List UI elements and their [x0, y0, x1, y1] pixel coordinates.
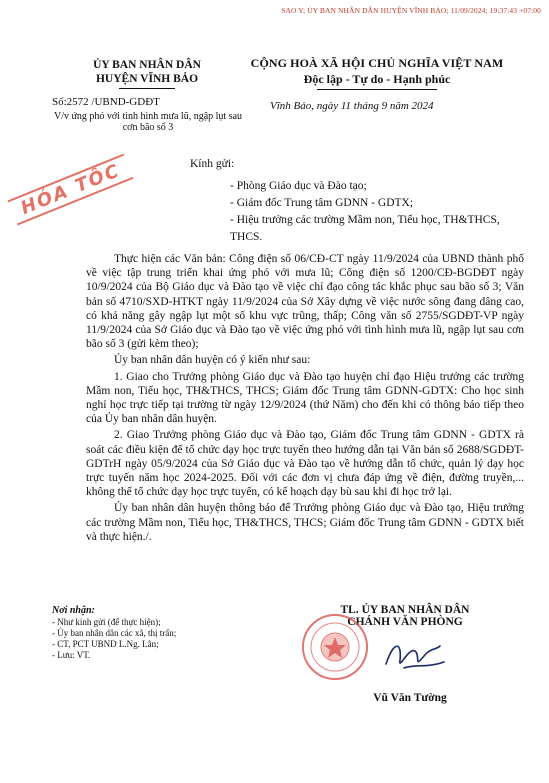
place-and-date: Vĩnh Bảo, ngày 11 tháng 9 năm 2024: [270, 100, 434, 112]
org-name-line2: HUYỆN VĨNH BẢO: [95, 73, 199, 85]
signature-authority: TL. ỦY BAN NHÂN DÂN: [340, 604, 470, 616]
document-body: [86, 252, 524, 546]
document-subject: V/v ứng phó với tình hình mưa lũ, ngập lụt sau cơn bão số 3: [53, 111, 243, 133]
document-number: Số:2572 /UBND-GDĐT: [52, 96, 160, 108]
body-paragraph: Ủy ban nhân dân huyện có ý kiến như sau:: [114, 354, 311, 367]
national-header: [232, 56, 522, 90]
handwritten-signature-icon: [380, 634, 450, 678]
recipients-footer: [52, 605, 262, 661]
motto-underline: [317, 89, 437, 90]
recipients-footer-item: - Ủy ban nhân dân các xã, thị trấn;: [52, 628, 177, 638]
recipient-item: - Phòng Giáo dục và Đào tạo;: [230, 180, 367, 192]
org-name-line1: ỦY BAN NHÂN DÂN: [93, 59, 201, 71]
digital-copy-stamp-line: SAO Y; ỦY BAN NHÂN DÂN HUYỆN VĨNH BẢO; 11/09/2024; 19:37:43 +07:00: [281, 6, 541, 15]
recipient-list: [230, 178, 520, 246]
body-paragraph: Ủy ban nhân dân huyện thông báo để Trưởng phòng Giáo dục và Đào tạo, Hiệu trưởng các trường Mầm non, Tiểu học, TH&THCS, THCS; Giám đốc Trung tâm GDNN - GDTX biết và thực hiện./.: [86, 502, 524, 543]
signature-title: CHÁNH VĂN PHÒNG: [347, 616, 463, 628]
national-motto: Độc lập - Tự do - Hạnh phúc: [303, 72, 451, 86]
recipients-footer-item: - CT, PCT UBND L.Ng. Lân;: [52, 639, 159, 649]
body-paragraph: 2. Giao Trưởng phòng Giáo dục và Đào tạo, Giám đốc Trung tâm GDNN - GDTX rà soát các điều kiện để tổ chức dạy học trực tuyến theo hướng dẫn tại Văn bản số 2688/SGDĐT-GDTrH ngày 05/9/2024 của Sở Giáo dục và Đào tạo về hướng dẫn tổ chức, quản lý dạy học trực tuyến năm học 2024-2025. Đối với các đơn vị chưa đáp ứng về điện, đường truyền,... không thể tổ chức dạy học trực tuyến, có kế hoạch dạy bù sau khi đi học trở lại.: [86, 429, 524, 499]
signer-name: Vũ Văn Tường: [373, 692, 447, 704]
official-seal-icon: [300, 612, 370, 682]
recipients-footer-item: - Như kính gửi (để thực hiện);: [52, 617, 161, 627]
recipients-footer-title: Nơi nhận:: [52, 605, 95, 616]
recipients-footer-item: - Lưu: VT.: [52, 650, 91, 660]
header-underline: [119, 88, 175, 89]
body-paragraph: Thực hiện các Văn bản: Công điện số 06/CĐ-CT ngày 11/9/2024 của UBND thành phố về việc tập trung triển khai ứng phó với mưa lũ; Công điện số 1200/CĐ-BGDĐT ngày 10/9/2024 của Bộ Giáo dục và Đào tạo về việc chỉ đạo công tác khắc phục sau bão số 3; Văn bản số 4710/SXD-HTKT ngày 11/9/2024 của Sở Xây dựng về việc nước sông đang dâng cao, có khả năng gây ngập lụt một số khu vực trũng, thấp; Công văn số 2755/SGDĐT-VP ngày 11/9/2024 của Sở Giáo dục và Đào tạo về việc ứng phó với tình hình mưa lũ, ngập lụt sau cơn bão số 3 (gửi kèm theo);: [86, 253, 524, 351]
urgent-stamp: HỎA TỐC: [8, 154, 134, 226]
body-paragraph: 1. Giao cho Trưởng phòng Giáo dục và Đào tạo huyện chỉ đạo Hiệu trưởng các trường Mầm non, Tiểu học, TH&THCS, THCS; Giám đốc Trung tâm GDNN-GDTX: Cho học sinh nghỉ học trực tiếp tại trường từ ngày 12/9/2024 (thứ Năm) cho đến khi có thông báo tiếp theo của Ủy ban nhân dân huyện.: [86, 370, 524, 426]
issuing-authority-header: [52, 58, 242, 89]
recipient-item: - Giám đốc Trung tâm GDNN - GDTX;: [230, 197, 414, 209]
addressing-label: Kính gửi:: [190, 158, 235, 170]
recipient-item: - Hiệu trưởng các trường Mầm non, Tiểu học, TH&THCS, THCS.: [230, 214, 500, 243]
nation-title: CỘNG HOÀ XÃ HỘI CHỦ NGHĨA VIỆT NAM: [250, 56, 504, 70]
